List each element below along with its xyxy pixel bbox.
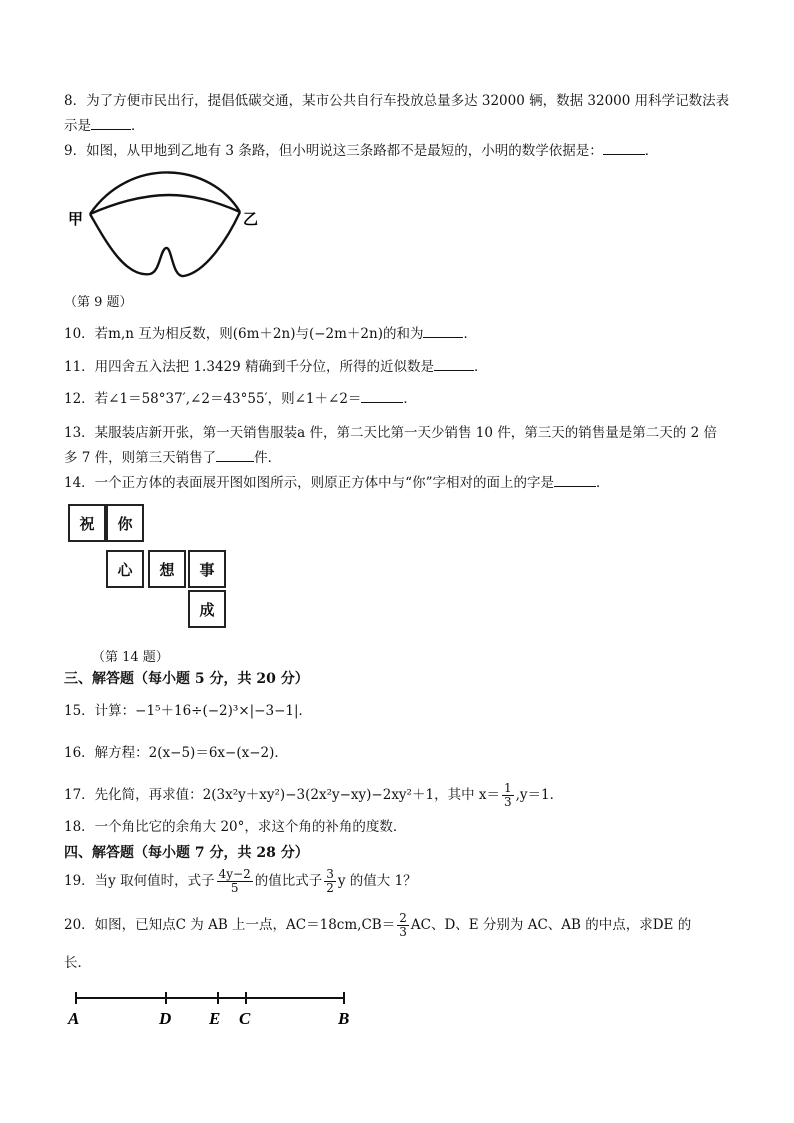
- q12-blank[interactable]: [361, 390, 403, 403]
- q20-frac-den: 3: [399, 925, 407, 939]
- section-4-heading: 四、解答题（每小题 7 分，共 28 分）: [64, 845, 309, 861]
- q14-text: 14．一个正方体的表面展开图如图所示，则原正方体中与“你”字相对的面上的字是: [64, 475, 554, 491]
- q14-caption: （第 14 题）: [92, 650, 169, 665]
- q20-line2: 长．: [64, 955, 91, 971]
- q17-fraction: [502, 782, 514, 809]
- q11-blank[interactable]: [434, 358, 474, 371]
- q9-text: 9．如图，从甲地到乙地有 3 条路，但小明说这三条路都不是最短的，小明的数学依据是：: [64, 143, 603, 159]
- q20-fraction: [397, 912, 409, 939]
- point-label-d: D: [159, 1009, 172, 1028]
- q8-end: ．: [131, 118, 145, 134]
- q9-figure: [60, 168, 270, 286]
- q11-line: [64, 358, 488, 376]
- q14-line: [64, 474, 609, 492]
- net-cell-2: 你: [106, 504, 144, 542]
- q13-blank[interactable]: [216, 449, 254, 462]
- q17-frac-num: 1: [503, 781, 512, 795]
- q19-frac2-num: 3: [326, 867, 334, 881]
- q10-line: [64, 325, 477, 343]
- q10-text: 10．若m,n 互为相反数，则(6m＋2n)与(−2m＋2n)的和为: [64, 326, 424, 342]
- q9-route-bottom: [90, 212, 240, 276]
- q19-frac1-num: 4y−2: [218, 867, 251, 881]
- q8-prefix: 示是: [64, 118, 91, 134]
- q9-end: ．: [644, 143, 659, 159]
- q9-label-start: 甲: [68, 210, 84, 228]
- q17-frac-den: 3: [503, 795, 512, 809]
- q20-segment-figure: [64, 982, 364, 1030]
- q13-line1: 13．某服装店新开张，第一天销售服装a 件，第二天比第一天少销售 10 件，第三天的销售量是第二天的 2 倍: [64, 425, 717, 441]
- cube-net-figure: [64, 500, 234, 634]
- q19-post: y 的值大 1？: [337, 873, 417, 889]
- q11-end: ．: [474, 359, 488, 375]
- q19-pre: 19．当y 取何值时，式子: [64, 873, 215, 889]
- q12-line: [64, 390, 417, 408]
- q9-caption: （第 9 题）: [64, 295, 133, 310]
- q15-line: 15．计算：−1⁵＋16÷(−2)³×|−3−1|．: [64, 703, 313, 719]
- q18-line: 18．一个角比它的余角大 20°，求这个角的补角的度数．: [64, 819, 407, 835]
- q20-pre: 20．如图，已知点C 为 AB 上一点，AC＝18cm,CB＝: [64, 917, 396, 933]
- q19-frac1-den: 5: [230, 881, 239, 895]
- q17-text: 17．先化简，再求值：2(3x²y＋xy²)−3(2x²y−xy)−2xy²＋1，其中 x＝: [64, 787, 500, 803]
- q12-end: ．: [403, 391, 417, 407]
- point-label-c: C: [239, 1009, 251, 1028]
- q9-blank[interactable]: [603, 142, 645, 155]
- q9-route-top: [90, 172, 240, 214]
- net-cell-3: 心: [106, 550, 144, 588]
- q14-blank[interactable]: [554, 474, 596, 487]
- net-cell-4: 想: [148, 550, 186, 588]
- q12-text: 12．若∠1＝58°37′,∠2＝43°55′，则∠1＋∠2＝: [64, 391, 362, 407]
- q10-end: ．: [463, 326, 477, 342]
- q10-blank[interactable]: [423, 325, 463, 338]
- q19-fraction-1: [217, 868, 253, 895]
- q17-line: [64, 778, 563, 812]
- q8-line2: [64, 117, 145, 135]
- q9-line: [64, 142, 658, 160]
- point-label-b: B: [338, 1009, 350, 1028]
- q19-frac2-den: 2: [326, 881, 334, 895]
- net-cell-6: 成: [188, 590, 226, 628]
- q13-end: 件．: [254, 450, 282, 466]
- section-3-heading: 三、解答题（每小题 5 分，共 20 分）: [64, 671, 309, 687]
- q14-end: ．: [595, 475, 610, 491]
- q20-line1: [64, 908, 691, 942]
- q9-label-end: 乙: [243, 210, 259, 228]
- net-cell-5: 事: [188, 550, 226, 588]
- q20-post: AC、D、E 分别为 AC、AB 的中点，求DE 的: [410, 917, 692, 933]
- q19-mid: 的值比式子: [254, 873, 323, 889]
- point-label-a: A: [68, 1009, 80, 1028]
- q8-blank[interactable]: [91, 117, 131, 130]
- point-label-e: E: [209, 1009, 221, 1028]
- q8-line1: 8．为了方便市民出行，提倡低碳交通，某市公共自行车投放总量多达 32000 辆，数据 32000 用科学记数法表: [64, 93, 730, 109]
- net-cell-1: 祝: [68, 504, 106, 542]
- q13-prefix: 多 7 件，则第三天销售了: [64, 450, 217, 466]
- q19-line: [64, 864, 417, 898]
- q16-line: 16．解方程：2(x−5)＝6x−(x−2)．: [64, 745, 288, 761]
- q11-text: 11．用四舍五入法把 1.3429 精确到千分位，所得的近似数是: [64, 359, 434, 375]
- q13-line2: [64, 449, 281, 467]
- q19-fraction-2: [324, 868, 336, 895]
- q9-route-middle: [90, 195, 240, 214]
- q17-tail: ,y＝1．: [515, 787, 564, 803]
- q20-frac-num: 2: [399, 911, 407, 925]
